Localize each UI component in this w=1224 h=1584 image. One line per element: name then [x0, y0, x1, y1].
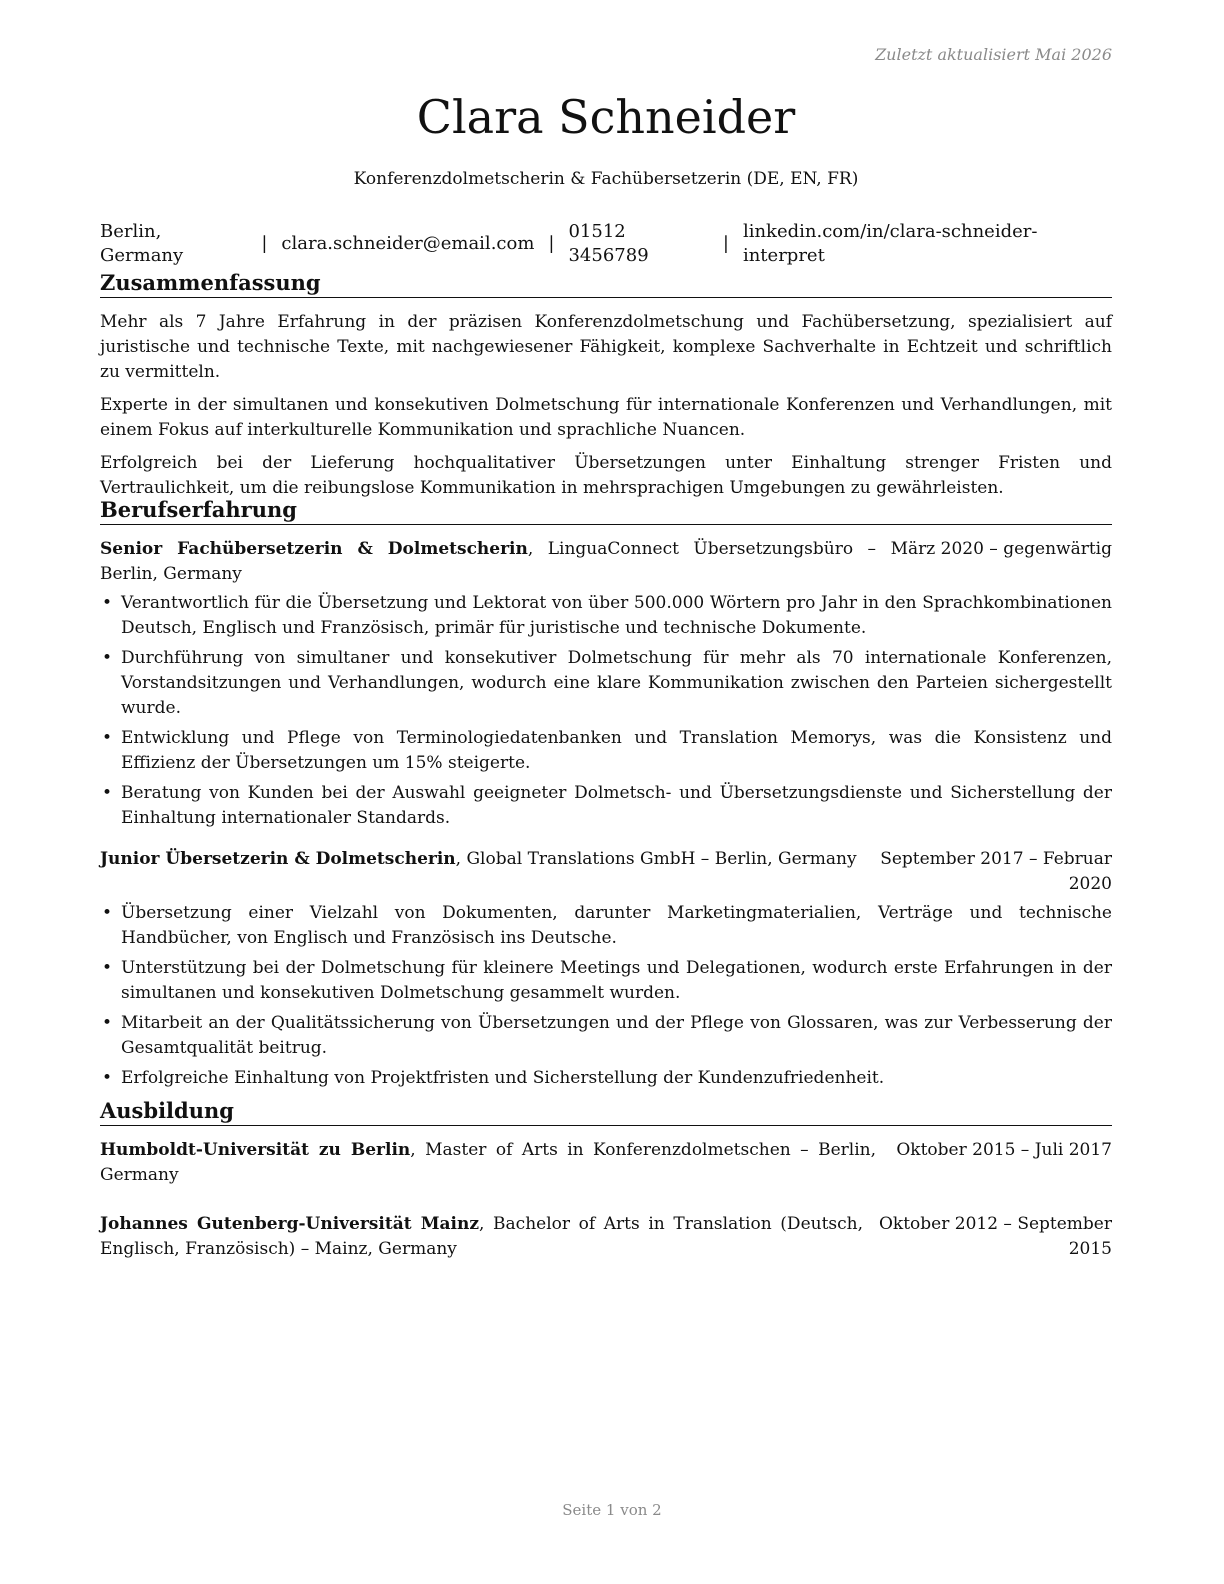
job-bullet: • Beratung von Kunden bei der Auswahl geeigneter Dolmetsch- und Übersetzungsdienste und Sicherstellung der Einhaltung internationaler Standards.: [100, 781, 1112, 831]
job-bullet-list: [100, 901, 1112, 1091]
education-school-line: [100, 1212, 877, 1262]
summary-paragraph: Experte in der simultanen und konsekutiven Dolmetschung für internationale Konferenzen und Verhandlungen, mit einem Fokus auf interkulturelle Kommunikation und sprachliche Nuancen.: [100, 395, 1112, 440]
education-school: Johannes Gutenberg-Universität Mainz: [100, 1214, 480, 1234]
section-title-education: Ausbildung: [100, 1098, 1112, 1126]
contact-phone[interactable]: 01512 3456789: [568, 221, 649, 266]
education-detail: , Bachelor of Arts in Translation (Deutsch, Englisch, Französisch) – Mainz, Germany: [100, 1214, 864, 1259]
section-title-experience: Berufserfahrung: [100, 497, 1112, 525]
page-number: Seite 1 von 2: [562, 1501, 662, 1519]
summary-paragraph: Mehr als 7 Jahre Erfahrung in der präzisen Konferenzdolmetschung und Fachübersetzung, spezialisiert auf juristische und technische Texte, mit nachgewiesener Fähigkeit, komplexe Sachverhalte in Echtzeit und schriftlich zu vermitteln.: [100, 312, 1112, 382]
candidate-name: Clara Schneider: [416, 90, 796, 144]
education-school-line: [100, 1138, 890, 1188]
job-organization: , Global Translations GmbH – Berlin, Germany: [455, 849, 857, 869]
candidate-headline: Konferenzdolmetscherin & Fachübersetzerin (DE, EN, FR): [353, 169, 859, 189]
job-dates: September 2017 – Februar 2020: [880, 849, 1112, 894]
job-bullet: • Mitarbeit an der Qualitätssicherung von Übersetzungen und der Pflege von Glossaren, was zur Verbesserung der Gesamtqualität beitrug.: [100, 1011, 1112, 1061]
job-title-line: [100, 847, 872, 897]
education-detail: , Master of Arts in Konferenzdolmetschen – Berlin, Germany: [100, 1140, 876, 1185]
contact-location: Berlin, Germany: [100, 221, 184, 266]
contact-separator: |: [261, 233, 268, 254]
contact-separator: |: [722, 233, 729, 254]
contact-line: [100, 220, 1112, 268]
job-bullet: • Verantwortlich für die Übersetzung und Lektorat von über 500.000 Wörtern pro Jahr in den Sprachkombinationen Deutsch, Englisch und Französisch, primär für juristische und technische Dokumente.: [100, 591, 1112, 641]
job-header: [100, 537, 1112, 587]
last-updated-note: Zuletzt aktualisiert Mai 2026: [875, 45, 1112, 64]
summary-paragraph: Erfolgreich bei der Lieferung hochqualitativer Übersetzungen unter Einhaltung strenger Fristen und Vertraulichkeit, um die reibungslose Kommunikation in mehrsprachigen Umgebungen zu gewährleisten.: [100, 453, 1112, 498]
education-dates: Oktober 2015 – Juli 2017: [896, 1140, 1112, 1160]
job-header: [100, 847, 1112, 897]
job-bullet: • Entwicklung und Pflege von Terminologiedatenbanken und Translation Memorys, was die Konsistenz und Effizienz der Übersetzungen um 15% steigerte.: [100, 726, 1112, 776]
contact-linkedin[interactable]: linkedin.com/in/clara-schneider-interpret: [742, 221, 1038, 266]
job-entry: [100, 537, 1112, 831]
job-role: Junior Übersetzerin & Dolmetscherin: [100, 849, 456, 869]
job-bullet: • Übersetzung einer Vielzahl von Dokumenten, darunter Marketingmaterialien, Verträge und technische Handbücher, von Englisch und Französisch ins Deutsche.: [100, 901, 1112, 951]
summary-section: [100, 270, 1112, 509]
education-section: [100, 1098, 1112, 1262]
job-role: Senior Fachübersetzerin & Dolmetscherin: [100, 539, 528, 559]
job-organization: , LinguaConnect Übersetzungsbüro – Berlin, Germany: [100, 539, 876, 584]
job-bullet: • Unterstützung bei der Dolmetschung für kleinere Meetings und Delegationen, wodurch erste Erfahrungen in der simultanen und konsekutiven Dolmetschung gesammelt wurden.: [100, 956, 1112, 1006]
education-school: Humboldt-Universität zu Berlin: [100, 1140, 411, 1160]
education-entry: [100, 1138, 1112, 1188]
education-entry: [100, 1212, 1112, 1262]
education-dates: Oktober 2012 – September 2015: [878, 1214, 1112, 1259]
job-entry: [100, 847, 1112, 1091]
experience-section: [100, 497, 1112, 1096]
contact-email[interactable]: clara.schneider@email.com: [281, 233, 535, 254]
job-bullet-list: [100, 591, 1112, 831]
job-bullet: • Erfolgreiche Einhaltung von Projektfristen und Sicherstellung der Kundenzufriedenheit.: [100, 1066, 1112, 1091]
job-dates: März 2020 – gegenwärtig: [890, 539, 1112, 559]
job-bullet: • Durchführung von simultaner und konsekutiver Dolmetschung für mehr als 70 internationale Konferenzen, Vorstandsitzungen und Verhandlungen, wodurch eine klare Kommunikation zwischen den Parteien sichergestellt wurde.: [100, 646, 1112, 721]
contact-separator: |: [548, 233, 555, 254]
section-title-summary: Zusammenfassung: [100, 270, 1112, 298]
job-title-line: [100, 537, 890, 587]
